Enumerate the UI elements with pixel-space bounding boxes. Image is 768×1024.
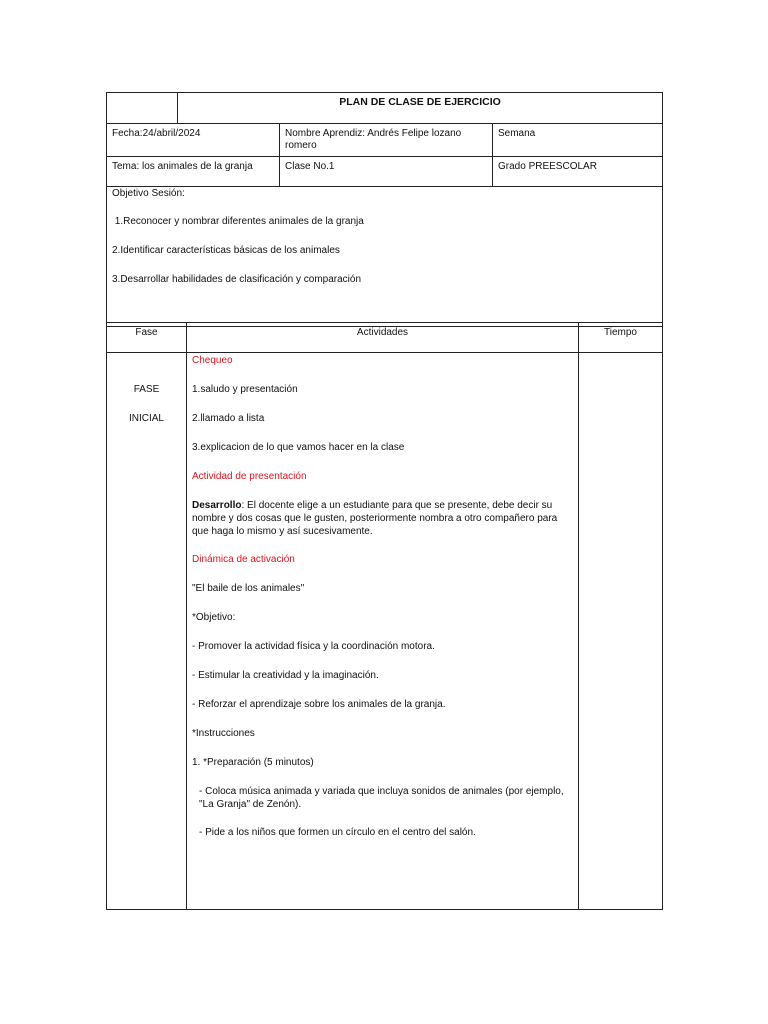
preparacion-item-1: - Coloca música animada y variada que incluya sonidos de animales (por ejemplo, "La Granja" de Zenón).: [199, 786, 564, 810]
nombre-cell: Nombre Aprendiz: Andrés Felipe lozano romero: [280, 124, 493, 157]
objetivo-bullet-2: - Estimular la creatividad y la imaginación.: [192, 670, 379, 681]
semana-cell: Semana: [493, 124, 663, 157]
dinamica-heading: Dinámica de activación: [192, 554, 295, 565]
actividades-cell: [187, 353, 579, 910]
presentacion-heading: Actividad de presentación: [192, 471, 307, 482]
col-header-tiempo: Tiempo: [579, 323, 663, 353]
desarrollo-text: : El docente elige a un estudiante para que se presente, debe decir su nombre y dos cosas que le gusten, posteriormente nombra a otro compañero para que haga lo mismo y así sucesivamente.: [192, 500, 558, 537]
grado-cell: Grado PREESCOLAR: [493, 157, 663, 187]
tiempo-cell: [579, 353, 663, 910]
desarrollo-label: Desarrollo: [192, 500, 242, 511]
objetivo-bullet-1: - Promover la actividad física y la coordinación motora.: [192, 641, 435, 652]
fecha-cell: Fecha:24/abril/2024: [107, 124, 280, 157]
preparacion-item-2: - Pide a los niños que formen un círculo en el centro del salón.: [199, 827, 476, 838]
header-table: [106, 92, 663, 327]
objetivo-item-1: 1.Reconocer y nombrar diferentes animales de la granja: [112, 216, 364, 227]
dinamica-title: "El baile de los animales": [192, 583, 305, 594]
fase-cell: [107, 353, 187, 910]
col-header-actividades: Actividades: [187, 323, 579, 353]
objetivo-cell: [107, 187, 663, 327]
fase-line-1: FASE: [133, 384, 160, 395]
instrucciones-label: *Instrucciones: [192, 728, 255, 739]
objetivo-bullet-3: - Reforzar el aprendizaje sobre los animales de la granja.: [192, 699, 446, 710]
col-header-fase: Fase: [107, 323, 187, 353]
tema-cell: Tema: los animales de la granja: [107, 157, 280, 187]
clase-cell: Clase No.1: [280, 157, 493, 187]
chequeo-heading: Chequeo: [192, 355, 233, 366]
chequeo-item-3: 3.explicacion de lo que vamos hacer en la clase: [192, 442, 405, 453]
objetivo-item-2: 2.Identificar características básicas de los animales: [112, 245, 340, 256]
objetivo-label: Objetivo Sesión:: [112, 188, 185, 199]
chequeo-item-1: 1.saludo y presentación: [192, 384, 298, 395]
preparacion-label: 1. *Preparación (5 minutos): [192, 757, 314, 768]
chequeo-item-2: 2.llamado a lista: [192, 413, 265, 424]
empty-corner-cell: [107, 93, 178, 124]
objetivo-item-3: 3.Desarrollar habilidades de clasificación y comparación: [112, 274, 362, 285]
fase-line-2: INICIAL: [128, 413, 164, 424]
page-title: PLAN DE CLASE DE EJERCICIO: [178, 93, 663, 124]
activities-table: [106, 322, 663, 910]
objetivo-label-2: *Objetivo:: [192, 612, 236, 623]
desarrollo-paragraph: [192, 499, 573, 538]
